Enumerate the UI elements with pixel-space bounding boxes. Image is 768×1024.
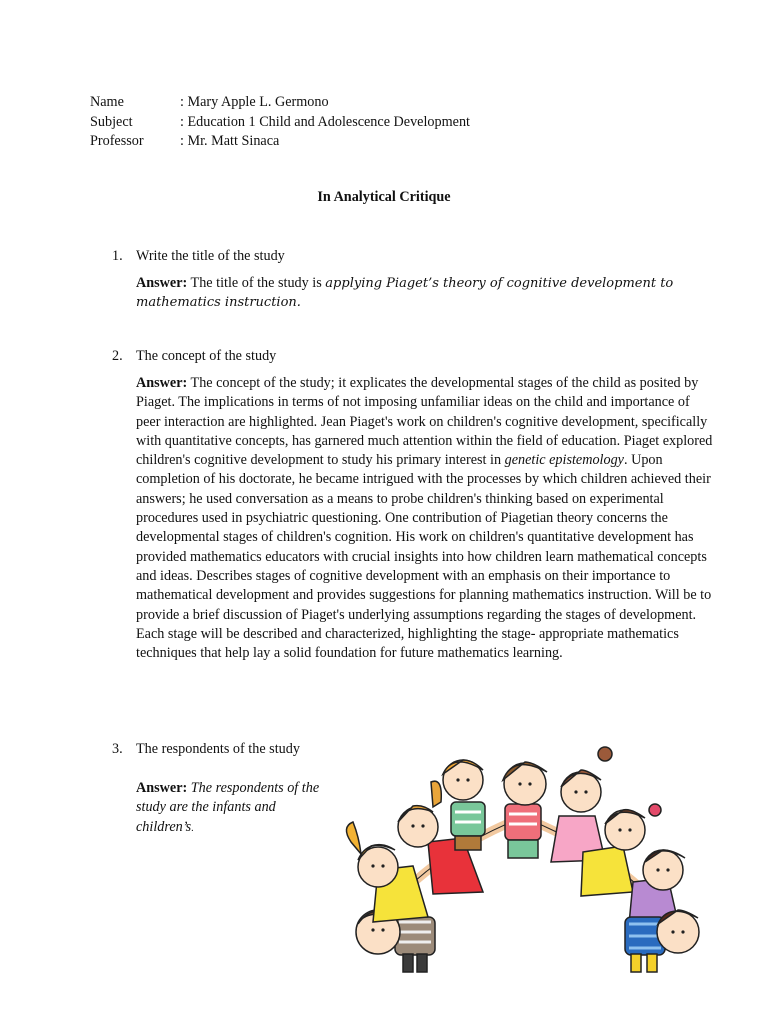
professor-value: : Mr. Matt Sinaca xyxy=(180,133,280,149)
header-row-name xyxy=(90,93,470,113)
name-value: : Mary Apple L. Germono xyxy=(180,94,329,110)
question-text: The concept of the study xyxy=(136,348,277,364)
answer-3 xyxy=(136,779,326,838)
header-row-professor xyxy=(90,132,470,152)
name-label: Name xyxy=(90,94,124,110)
answer-text-part2: . Upon completion of his doctorate, he became intrigued with the processes by which children achieved their answers; he used conversation as a means to probe children's thinking based on experimental procedures used in psychiatric questioning. One contribution of Piagetian theory concerns the developmental stages of children's cognition. His work on children's quantitative development has provided mathematics educators with crucial insights into how children learn mathematical concepts and ideas. Describes stages of cognitive development with an emphasis on their importance to mathematical development and provides suggestions for planning mathematics instruction. Will be to provide a brief discussion of Piaget's underlying assumptions regarding the stages of development. Each stage will be described and characterized, highlighting the stage- appropriate mathematics techniques that help lay a solid foundation for future mathematics learning. xyxy=(136,452,712,662)
answer-label: Answer: xyxy=(136,780,188,796)
answer-italic-text: The respondents of the study are the infants and children’s xyxy=(136,780,320,835)
answer-italic-title: applying Piaget’s theory of cognitive development to mathematics instruction. xyxy=(136,276,674,311)
answer-text: The title of the study is xyxy=(187,275,326,291)
answer-1 xyxy=(136,274,696,313)
answer-label: Answer: xyxy=(136,375,188,391)
answer-text-part1: The concept of the study; it explicates the developmental stages of the child as posited by Piaget. The implications in terms of not imposing unfamiliar ideas on the child and importance of peer interaction are highlighted. Jean Piaget's work on children's cognitive development, specifically with quantitative concepts, has garnered much attention within the field of education. Piaget explored children's cognitive development to study his primary interest in xyxy=(136,375,713,469)
answer-2 xyxy=(136,374,716,663)
subject-value: : Education 1 Child and Adolescence Development xyxy=(180,113,470,130)
question-text: The respondents of the study xyxy=(136,741,300,757)
answer-suffix: . xyxy=(191,822,194,834)
document-header xyxy=(90,93,470,152)
document-title: In Analytical Critique xyxy=(317,189,451,205)
question-number: 1. xyxy=(112,248,123,264)
children-circle-illustration xyxy=(333,742,713,977)
question-1 xyxy=(112,247,285,266)
answer-italic-term: genetic epistemology xyxy=(504,452,624,469)
question-3 xyxy=(112,740,300,759)
answer-label: Answer: xyxy=(136,275,188,291)
question-number: 3. xyxy=(112,741,123,757)
subject-label: Subject xyxy=(90,113,133,130)
header-row-subject xyxy=(90,113,470,133)
question-2 xyxy=(112,347,276,366)
question-text: Write the title of the study xyxy=(136,248,285,264)
question-number: 2. xyxy=(112,348,123,364)
professor-label: Professor xyxy=(90,133,144,149)
